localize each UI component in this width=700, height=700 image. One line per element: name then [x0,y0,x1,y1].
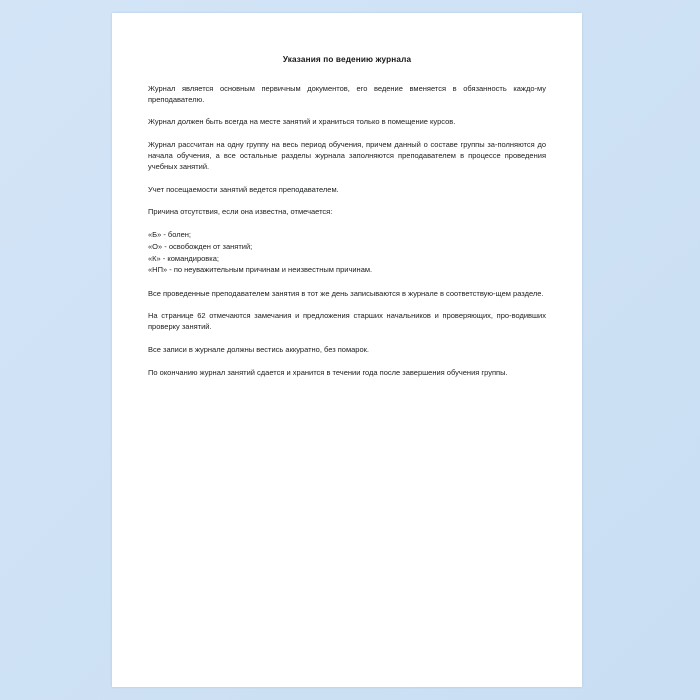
absence-code-list [148,229,546,276]
paragraph: Журнал рассчитан на одну группу на весь период обучения, причем данный о составе группы за-полняются до начала обучения, а все остальные разделы журнала заполняются преподавателем в процессе проведения учебных занятий. [148,139,546,172]
paragraph: Причина отсутствия, если она известна, отмечается: [148,207,333,217]
paragraph: Журнал является основным первичным документов, его ведение вменяется в обязанность каждо-му преподавателю. [148,83,546,104]
list-item: «О» - освобожден от занятий; [148,241,253,251]
paragraph: На странице 62 отмечаются замечания и предложения старших начальников и проверяющих, про-водивших проверку занятий. [148,311,546,332]
paragraph: Журнал должен быть всегда на месте занятий и храниться только в помещение курсов. [148,117,456,127]
paragraph: Все записи в журнале должны вестись аккуратно, без помарок. [148,345,370,355]
list-item: «НП» - по неуважительным причинам и неизвестным причинам. [148,265,373,275]
paragraph: Все проведенные преподавателем занятия в тот же день записываются в журнале в соответствую-щем разделе. [148,288,544,298]
paragraph: Учет посещаемости занятий ведется преподавателем. [148,184,339,194]
list-item: «Б» - болен; [148,229,192,239]
document-page [112,13,582,687]
page-title: Указания по ведению журнала [282,55,412,64]
list-item: «К» - командировка; [148,253,219,263]
paragraph: По окончанию журнал занятий сдается и хранится в течении года после завершения обучения группы. [148,367,508,377]
